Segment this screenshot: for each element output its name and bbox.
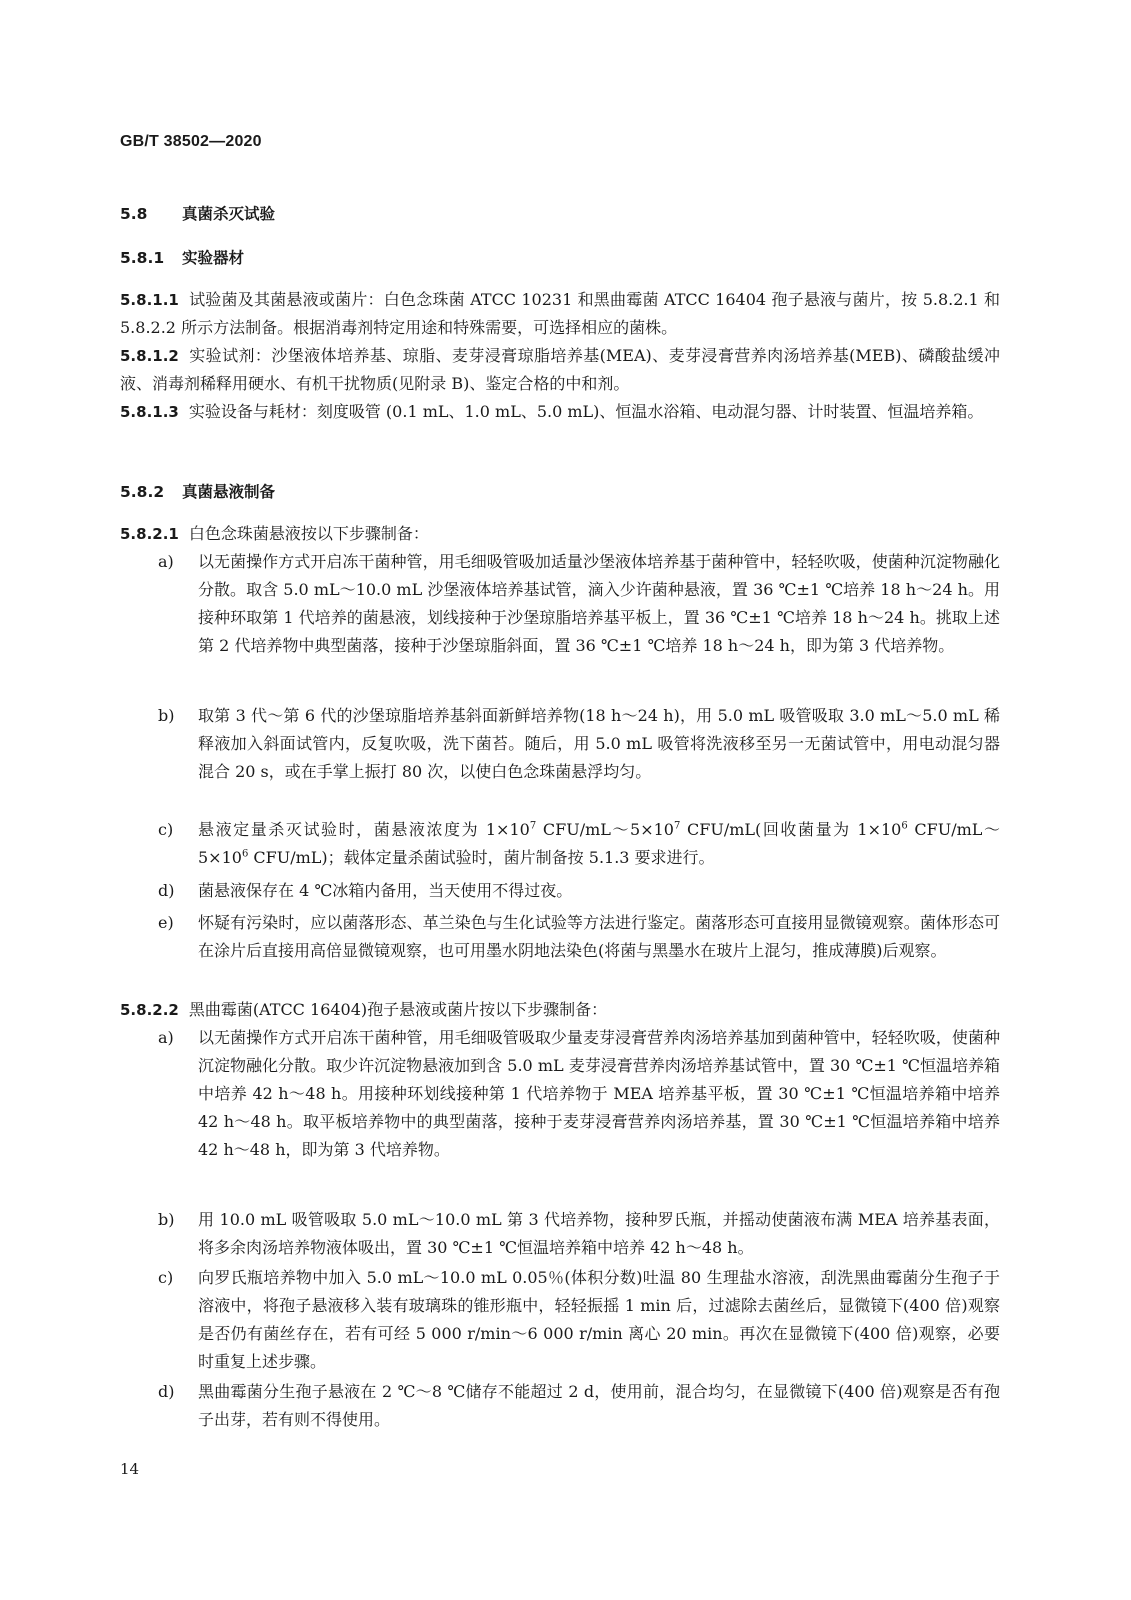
text-run: 悬液定量杀灭试验时，菌悬液浓度为 1×10 [198,820,530,839]
section-number: 5.8.2 [120,483,165,501]
clause-text: 白色念珠菌悬液按以下步骤制备： [188,524,429,543]
list-item-text: 以无菌操作方式开启冻干菌种管，用毛细吸管吸加适量沙堡液体培养基于菌种管中，轻轻吹吸，使菌种沉淀物融化分散。取含 5.0 mL～10.0 mL 沙堡液体培养基试管，滴入少许菌种悬液，置 36 ℃±1 ℃培养 18 h～24 h。用接种环取第 1 代培养的菌悬液，划线接种于沙堡琼脂培养基平板上，置 36 ℃±1 ℃培养 18 h～24 h。挑取上述第 2 代培养物中典型菌落，接种于沙堡琼脂斜面，置 36 ℃±1 ℃培养 18 h～24 h，即为第 3 代培养物。 [198,552,1000,655]
clause-number: 5.8.1.3 [120,403,179,421]
list-item-text: 用 10.0 mL 吸管吸取 5.0 mL～10.0 mL 第 3 代培养物，接种罗氏瓶，并摇动使菌液布满 MEA 培养基表面，将多余肉汤培养物液体吸出，置 30 ℃±1 ℃恒温培养箱中培养 42 h～48 h。 [198,1210,1000,1257]
list-item-b [158,1206,1000,1262]
list-marker: d) [158,1382,175,1401]
list-marker: e) [158,913,174,932]
list-item-text: 以无菌操作方式开启冻干菌种管，用毛细吸管吸取少量麦芽浸膏营养肉汤培养基加到菌种管中，轻轻吹吸，使菌种沉淀物融化分散。取少许沉淀物悬液加到含 5.0 mL 麦芽浸膏营养肉汤培养基试管中，置 30 ℃±1 ℃恒温培养箱中培养 42 h～48 h。用接种环划线接种第 1 代培养物于 MEA 培养基平板，置 30 ℃±1 ℃恒温培养箱中培养 42 h～48 h。取平板培养物中的典型菌落，接种于麦芽浸膏营养肉汤培养基，置 30 ℃±1 ℃恒温培养箱中培养 42 h～48 h，即为第 3 代培养物。 [198,1028,1000,1159]
list-item-text [198,816,1000,872]
list-item-e [158,909,1000,965]
text-run: CFU/mL～5×10 [536,820,674,839]
clause-text: 实验设备与耗材：刻度吸管 (0.1 mL、1.0 mL、5.0 mL)、恒温水浴箱、电动混匀器、计时装置、恒温培养箱。 [188,402,984,421]
list-marker: d) [158,881,175,900]
clause-5-8-1-1 [120,286,1000,342]
exponent: 6 [241,848,249,860]
list-marker: b) [158,1210,175,1229]
exponent: 7 [673,820,681,832]
clause-number: 5.8.1.2 [120,347,179,365]
list-item-b [158,702,1000,786]
section-5-8-1-heading [120,246,244,268]
standard-number-header: GB/T 38502—2020 [120,133,262,150]
clause-5-8-2-2 [120,996,1000,1024]
clause-text: 试验菌及其菌悬液或菌片：白色念珠菌 ATCC 10231 和黑曲霉菌 ATCC 16404 孢子悬液与菌片，按 5.8.2.1 和 5.8.2.2 所示方法制备。根据消毒剂特定用途和特殊需要，可选择相应的菌株。 [120,290,1000,337]
text-run: CFU/mL～5×10 [198,820,1000,867]
list-marker: c) [158,1268,174,1287]
list-item-d [158,1378,1000,1434]
list-marker: b) [158,706,175,725]
section-title: 真菌悬液制备 [182,483,276,501]
exponent: 7 [529,820,537,832]
section-title: 实验器材 [182,249,245,267]
clause-text: 实验试剂：沙堡液体培养基、琼脂、麦芽浸膏琼脂培养基(MEA)、麦芽浸膏营养肉汤培养基(MEB)、磷酸盐缓冲液、消毒剂稀释用硬水、有机干扰物质(见附录 B)、鉴定合格的中和剂。 [120,346,1000,393]
list-item-a [158,1024,1000,1164]
section-title: 真菌杀灭试验 [182,205,276,223]
section-5-8-heading [120,202,275,224]
list-item-d [158,877,1000,905]
page-number: 14 [120,1460,140,1478]
list-marker: a) [158,1028,174,1047]
clause-number: 5.8.1.1 [120,291,179,309]
clause-number: 5.8.2.2 [120,1001,179,1019]
clause-5-8-1-2 [120,342,1000,398]
list-item-text: 菌悬液保存在 4 ℃冰箱内备用，当天使用不得过夜。 [198,881,573,900]
list-item-c [158,816,1000,872]
section-5-8-2-heading [120,480,275,502]
clause-number: 5.8.2.1 [120,525,179,543]
list-marker: a) [158,552,174,571]
clause-5-8-1-3 [120,398,1000,426]
section-number: 5.8.1 [120,249,165,267]
list-item-text: 怀疑有污染时，应以菌落形态、革兰染色与生化试验等方法进行鉴定。菌落形态可直接用显微镜观察。菌体形态可在涂片后直接用高倍显微镜观察，也可用墨水阴地法染色(将菌与黑墨水在玻片上混匀，推成薄膜)后观察。 [198,913,1000,960]
list-item-c [158,1264,1000,1376]
list-item-a [158,548,1000,660]
exponent: 6 [901,820,908,832]
list-item-text: 黑曲霉菌分生孢子悬液在 2 ℃～8 ℃储存不能超过 2 d，使用前，混合均匀，在显微镜下(400 倍)观察是否有孢子出芽，若有则不得使用。 [198,1382,1000,1429]
section-number: 5.8 [120,205,148,223]
text-run: CFU/mL)；载体定量杀菌试验时，菌片制备按 5.1.3 要求进行。 [248,848,715,867]
list-item-text: 取第 3 代～第 6 代的沙堡琼脂培养基斜面新鲜培养物(18 h～24 h)，用 5.0 mL 吸管吸取 3.0 mL～5.0 mL 稀释液加入斜面试管内，反复吹吸，洗下菌苔。随后，用 5.0 mL 吸管将洗液移至另一无菌试管中，用电动混匀器混合 20 s，或在手掌上振打 80 次，以使白色念珠菌悬浮均匀。 [198,706,1000,781]
clause-text: 黑曲霉菌(ATCC 16404)孢子悬液或菌片按以下步骤制备： [188,1000,608,1019]
text-run: CFU/mL(回收菌量为 1×10 [680,820,902,839]
list-item-text: 向罗氏瓶培养物中加入 5.0 mL～10.0 mL 0.05％(体积分数)吐温 80 生理盐水溶液，刮洗黑曲霉菌分生孢子于溶液中，将孢子悬液移入装有玻璃珠的锥形瓶中，轻轻振摇 1 min 后，过滤除去菌丝后，显微镜下(400 倍)观察是否仍有菌丝存在，若有可经 5 000 r/min～6 000 r/min 离心 20 min。再次在显微镜下(400 倍)观察，必要时重复上述步骤。 [198,1268,1000,1371]
clause-5-8-2-1 [120,520,1000,548]
list-marker: c) [158,820,174,839]
